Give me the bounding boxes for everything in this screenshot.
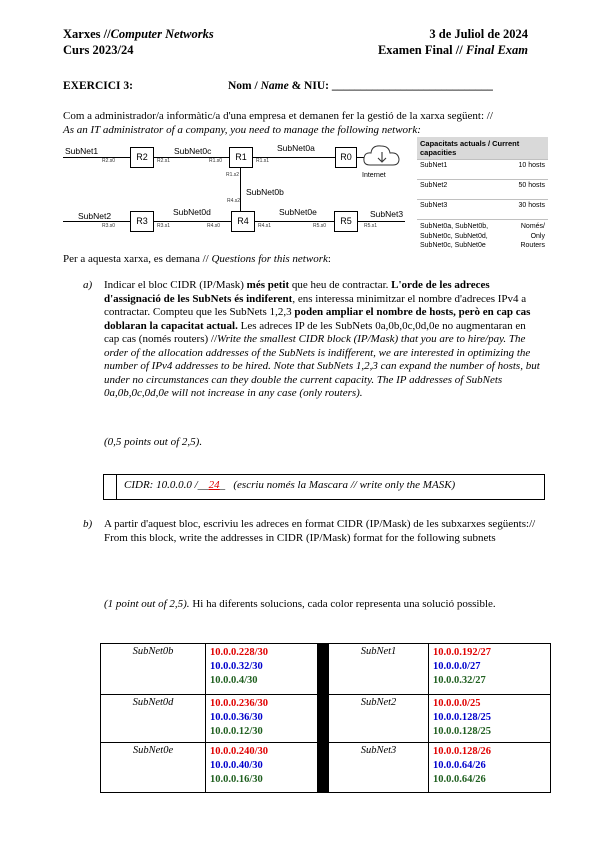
subnet3-label: SubNet3 <box>370 209 404 219</box>
subnet-name: SubNet1 <box>329 644 429 695</box>
iface-label: R2.s1 <box>157 158 171 164</box>
subnet0e-label: SubNet0e <box>279 207 317 217</box>
exam-date: 3 de Juliol de 2024 <box>429 27 528 41</box>
cap-value-routers: Només/ Only Routers <box>506 220 548 253</box>
subnet2-label: SubNet2 <box>78 211 112 221</box>
subnet0c-label: SubNet0c <box>174 146 212 156</box>
iface-label: R4.s0 <box>207 223 221 229</box>
table-row <box>101 644 551 695</box>
router-r1: R1 <box>229 147 253 168</box>
subnet-name: SubNet2 <box>329 695 429 743</box>
iface-label: R3.s1 <box>157 223 171 229</box>
router-r5: R5 <box>334 211 358 232</box>
subnet-answers: 10.0.0.236/30 10.0.0.36/30 10.0.0.12/30 <box>206 695 318 743</box>
part-a-label: a) <box>83 279 93 291</box>
subnet0d-label: SubNet0d <box>173 207 211 217</box>
part-b-points: (1 point out of 2,5). Hi ha diferents solucions, cada color representa una solució possible. <box>104 598 496 610</box>
subnet-answers: 10.0.0.240/30 10.0.0.40/30 10.0.0.16/30 <box>206 743 318 793</box>
subnet1-label: SubNet1 <box>65 146 99 156</box>
subnet0a-label: SubNet0a <box>277 143 315 153</box>
iface-label: R1.s2 <box>226 172 240 178</box>
cap-value: 10 hosts <box>506 160 548 180</box>
divider <box>318 695 329 743</box>
exam-title: Examen Final // Final Exam <box>377 43 528 57</box>
divider <box>318 743 329 793</box>
capacities-table <box>417 137 548 253</box>
part-a-text: Indicar el bloc CIDR (IP/Mask) més petit que heu de contractar. L'orde de les adreces d'assignació de les SubNets és indiferent, ens interessa minimitzar el nombre d'adreces IPv4 a contractar. Compteu que les SubNets 1,2,3 poden ampliar el nombre de hosts, però en cap cas doblaran la capacitat actual. Les adreces IP de les SubNets 0a,0b,0c,0d,0e no augmentaran en cap cas (només routers) //Write the smallest CIDR block (IP/Mask) that you are to hire/pay. The order of the allocation addresses of the SubNets is indifferent, we are interested in optimizing the number of IPv4 addresses to be hired. Note that SubNets 1,2,3 can expand the number of hosts, but under no circumstances can they double the current capacity. The IP addresses of SubNets 0a,0b,0c,0d,0e will not increase in any case (only routers). <box>104 279 540 399</box>
answers-table <box>100 643 551 793</box>
subnet-name: SubNet0d <box>101 695 206 743</box>
cidr-mask-value: 24 <box>208 479 220 491</box>
intro-text: Com a administrador/a informàtic/a d'una empresa et demanen fer la gestió de la xarxa següent: // As an IT administrator of a company, you need to manage the following network: <box>63 110 493 136</box>
internet-cloud-icon <box>362 141 402 171</box>
subnet-name: SubNet0b <box>101 644 206 695</box>
cap-name: SubNet1 <box>417 160 506 180</box>
questions-intro: Per a aquesta xarxa, es demana // Questions for this network: <box>63 253 331 265</box>
name-field[interactable]: Nom / Name & NIU: ____________________________ <box>228 80 493 92</box>
subnet-name: SubNet3 <box>329 743 429 793</box>
iface-label: R3.s0 <box>102 223 116 229</box>
subnet-answers: 10.0.0.128/26 10.0.0.64/26 10.0.0.64/26 <box>429 743 551 793</box>
iface-label: R5.s0 <box>313 223 327 229</box>
table-row <box>101 695 551 743</box>
iface-label: R1.s1 <box>256 158 270 164</box>
iface-label: R4.s1 <box>258 223 272 229</box>
cap-value: 30 hosts <box>506 200 548 220</box>
router-r4: R4 <box>231 211 255 232</box>
cap-name: SubNet3 <box>417 200 506 220</box>
router-r0: R0 <box>335 147 357 168</box>
exercise-title: EXERCICI 3: <box>63 80 133 92</box>
divider <box>318 644 329 695</box>
router-r2: R2 <box>130 147 154 168</box>
cap-name: SubNet2 <box>417 180 506 200</box>
course-title: Xarxes //Computer Networks <box>63 27 214 41</box>
subnet0b-label: SubNet0b <box>246 187 284 197</box>
iface-label: R2.s0 <box>102 158 116 164</box>
iface-label: R1.s0 <box>209 158 223 164</box>
course-year: Curs 2023/24 <box>63 43 134 57</box>
table-row <box>101 743 551 793</box>
subnet-answers: 10.0.0.228/30 10.0.0.32/30 10.0.0.4/30 <box>206 644 318 695</box>
iface-label: R5.s1 <box>364 223 378 229</box>
part-a-points: (0,5 points out of 2,5). <box>104 436 203 448</box>
cidr-answer-box <box>103 474 545 500</box>
iface-label: R4.s2 <box>227 198 241 204</box>
part-b-text: A partir d'aquest bloc, escriviu les adreces en format CIDR (IP/Mask) de les subxarxes següents:// From this block, write the addresses in CIDR (IP/Mask) format for the following subnets <box>104 518 536 544</box>
cap-name-routers: SubNet0a, SubNet0b, SubNet0c, SubNet0d, SubNet0c, SubNet0e <box>417 220 506 253</box>
router-r3: R3 <box>130 211 154 232</box>
cidr-answer[interactable]: CIDR: 10.0.0.0 /__24_ (escriu només la Mascara // write only the MASK) <box>124 479 456 491</box>
subnet-name: SubNet0e <box>101 743 206 793</box>
internet-label: Internet <box>362 172 386 179</box>
part-b-label: b) <box>83 518 93 530</box>
subnet-answers: 10.0.0.0/25 10.0.0.128/25 10.0.0.128/25 <box>429 695 551 743</box>
cap-value: 50 hosts <box>506 180 548 200</box>
subnet-answers: 10.0.0.192/27 10.0.0.0/27 10.0.0.32/27 <box>429 644 551 695</box>
capacities-header: Capacitats actuals / Current capacities <box>417 137 548 160</box>
